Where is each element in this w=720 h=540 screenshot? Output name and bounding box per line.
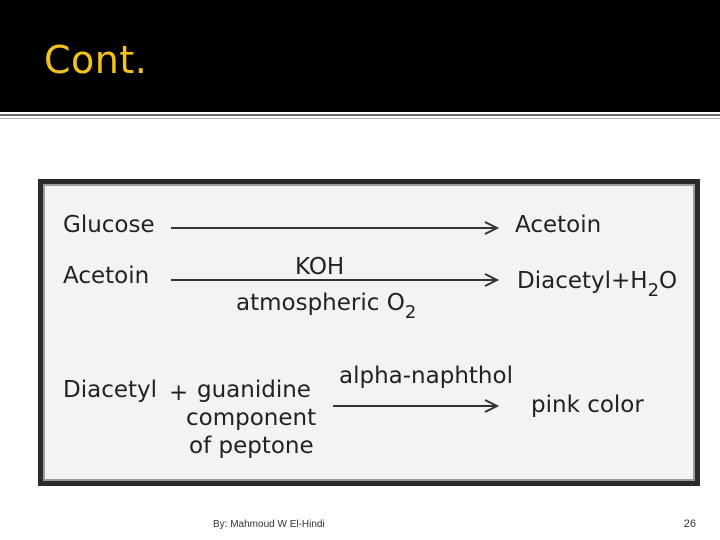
r2-condition: atmospheric $O_2$	[236, 290, 417, 323]
r3-plus: +	[169, 380, 189, 406]
r3-reagent-line2: component	[186, 405, 317, 431]
r1-reactant: Glucose	[63, 212, 155, 238]
r3-catalyst: alpha-naphthol	[339, 363, 513, 389]
r2-arrow	[171, 272, 501, 288]
r3-arrow	[333, 398, 501, 414]
r2-product-subscript: 2	[647, 280, 660, 301]
r1-product: Acetoin	[515, 212, 602, 238]
footer-author: By: Mahmoud W El-Hindi	[213, 519, 325, 530]
reaction-figure-inner	[43, 184, 695, 481]
r3-reactant: Diacetyl	[63, 377, 158, 403]
r3-product: pink color	[531, 392, 644, 418]
reaction-figure	[38, 179, 700, 486]
page-number: 26	[683, 518, 696, 530]
divider-line	[0, 114, 720, 116]
r3-reagent-line1: guanidine	[197, 377, 311, 403]
slide-title: Cont.	[44, 38, 148, 82]
r2-products: $Diacetyl+H_2O$	[517, 268, 678, 301]
r1-arrow	[171, 220, 501, 236]
r2-catalyst: KOH	[295, 254, 345, 280]
r3-reagent-line3: of peptone	[189, 433, 314, 459]
title-bar	[0, 0, 720, 112]
divider-line-thin	[0, 118, 720, 119]
r2-condition-subscript: 2	[404, 302, 417, 323]
r2-reactant: Acetoin	[63, 263, 150, 289]
